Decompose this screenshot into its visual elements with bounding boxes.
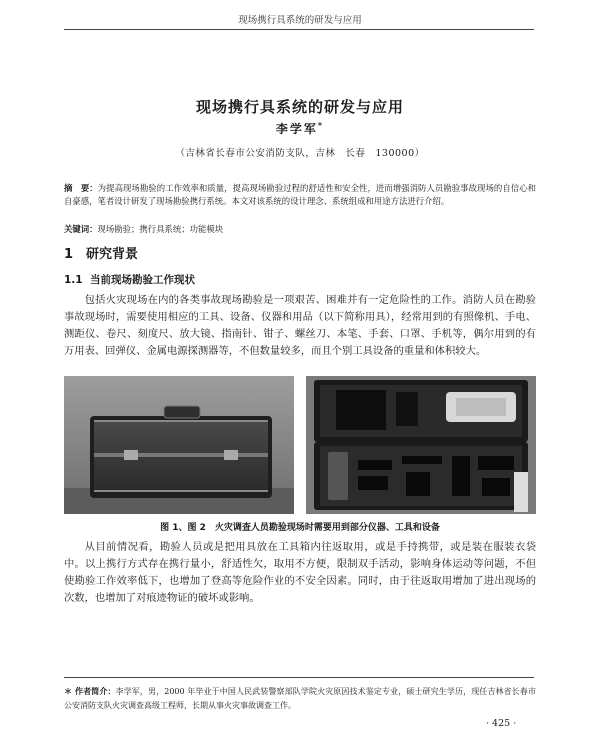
affiliation: （吉林省长春市公安消防支队，吉林 长春 130000） [175,148,425,159]
subsection-heading [64,272,195,287]
abstract-text: 为提高现场勘验的工作效率和质量，提高现场勘验过程的舒适性和安全性，进而增强消防人员勘验事故现场的自信心和自豪感，笔者设计研发了现场勘验携行系统。本文对该系统的设计理念、系统组成和用途方法进行介绍。 [64,183,536,206]
page-number: · 425 · [486,718,517,729]
closed-case-image [64,376,294,514]
header-rule [64,29,534,30]
section-heading [64,243,138,262]
section-title: 研究背景 [86,247,139,262]
keywords-label: 关键词： [64,224,98,234]
body-paragraph-1: 包括火灾现场在内的各类事故现场勘验是一项艰苦、困难并有一定危险性的工作。消防人员在勘验事故现场时，需要使用相应的工具、设备、仪器和用品（以下简称用具），经常用到的有照像机、手电、测距仪、卷尺、刻度尺、放大镜、指南针、钳子、螺丝刀、本笔、手套、口罩、手机等，偶尔用到的有万用表、回弹仪、金属电源探测器等，不但数量较多，而且个别工具设备的重量和体积较大。 [64,294,536,357]
figure-2-open-toolbox-photo [306,376,536,514]
subsection-title: 当前现场勘验工作现状 [90,274,195,286]
running-head: 现场携行具系统的研发与应用 [238,15,362,26]
author-footnote [64,684,536,713]
author-name: 李学军 [275,122,318,136]
keywords [64,223,536,235]
footnote-rule [64,677,534,678]
footnote-label: ＊ 作者简介： [64,686,116,696]
subsection-number: 1.1 [64,274,83,286]
abstract-label: 摘 要： [64,183,98,193]
paper-title: 现场携行具系统的研发与应用 [195,98,404,116]
figure-1-closed-toolbox-photo [64,376,294,514]
author [0,120,600,137]
abstract [64,182,536,208]
body-paragraph-2: 从目前情况看，勘验人员或是把用具放在工具箱内往返取用，或是手持携带，或是装在服装衣袋中。以上携行方式存在携行量小，舒适性欠，取用不方便，限制双手活动，影响身体运动等问题，不但使勘验工作效率低下，也增加了登高等危险作业的不安全因素。同时，由于往返取用增加了进出现场的次数，也增加了对痕迹物证的破坏或影响。 [64,541,536,604]
footnote-text: 李学军，男，2000 年毕业于中国人民武装警察部队学院火灾原因技术鉴定专业，硕士研究生学历，现任吉林省长春市公安消防支队火灾调查高级工程师，长期从事火灾事故调查工作。 [64,687,536,710]
open-case-image [306,376,536,514]
figure-caption: 图 1、图 2 火灾调查人员勘验现场时需要用到部分仪器、工具和设备 [160,523,440,533]
author-footnote-mark: * [317,120,325,130]
section-number: 1 [64,247,74,262]
keywords-text: 现场勘验；携行具系统；功能模块 [97,224,224,234]
